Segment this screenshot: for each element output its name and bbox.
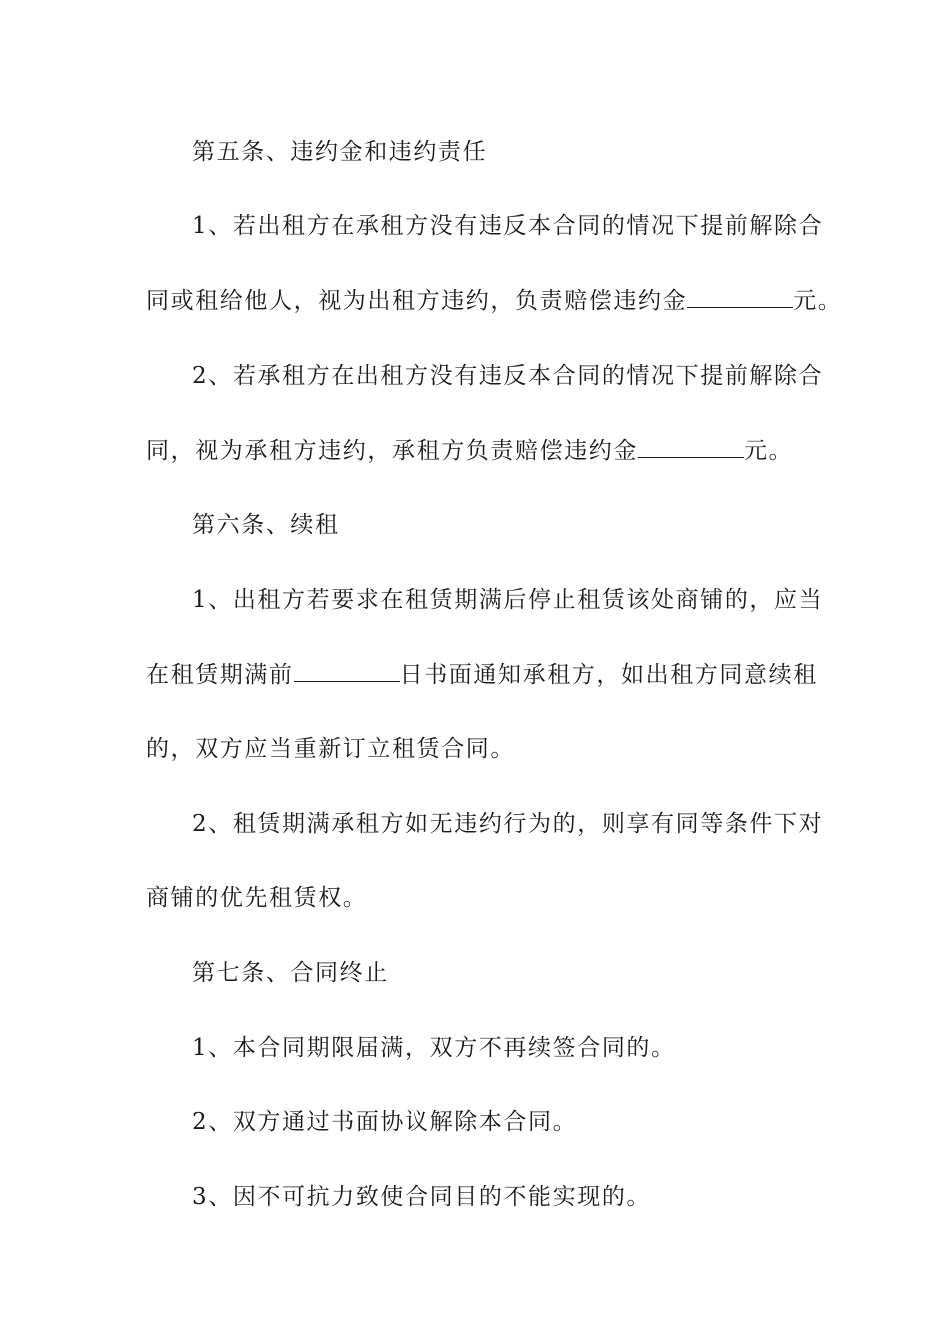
paragraph-line: 2、双方通过书面协议解除本合同。 xyxy=(192,1109,578,1135)
text-span: 同或租给他人，视为出租方违约，负责赔偿违约金 xyxy=(146,288,688,314)
paragraph-line xyxy=(146,286,843,316)
paragraph-line: 2、租赁期满承租方如无违约行为的，则享有同等条件下对 xyxy=(192,811,824,837)
paragraph-line: 3、因不可抗力致使合同目的不能实现的。 xyxy=(192,1184,652,1210)
paragraph-line xyxy=(146,436,826,466)
paragraph-line: 商铺的优先租赁权。 xyxy=(146,885,368,911)
text-span: 元。 xyxy=(744,438,794,464)
paragraph-line xyxy=(146,660,826,690)
text-span: 元。 xyxy=(793,288,843,314)
text-span: 在租赁期满前 xyxy=(146,662,294,688)
text-span: 日书面通知承租方，如出租方同意续租 xyxy=(399,662,818,688)
section-heading-article-5: 第五条、违约金和违约责任 xyxy=(192,139,488,165)
paragraph-line: 2、若承租方在出租方没有违反本合同的情况下提前解除合 xyxy=(192,363,824,389)
paragraph-line: 1、若出租方在承租方没有违反本合同的情况下提前解除合 xyxy=(192,213,824,239)
fill-in-blank xyxy=(294,661,400,682)
paragraph-line: 1、出租方若要求在租赁期满后停止租赁该处商铺的，应当 xyxy=(192,587,824,613)
fill-in-blank xyxy=(687,287,793,308)
section-heading-article-6: 第六条、续租 xyxy=(192,512,340,538)
paragraph-line: 1、本合同期限届满，双方不再续签合同的。 xyxy=(192,1035,676,1061)
section-heading-article-7: 第七条、合同终止 xyxy=(192,960,389,986)
text-span: 同，视为承租方违约，承租方负责赔偿违约金 xyxy=(146,438,638,464)
fill-in-blank xyxy=(638,437,744,458)
paragraph-line: 的，双方应当重新订立租赁合同。 xyxy=(146,736,515,762)
